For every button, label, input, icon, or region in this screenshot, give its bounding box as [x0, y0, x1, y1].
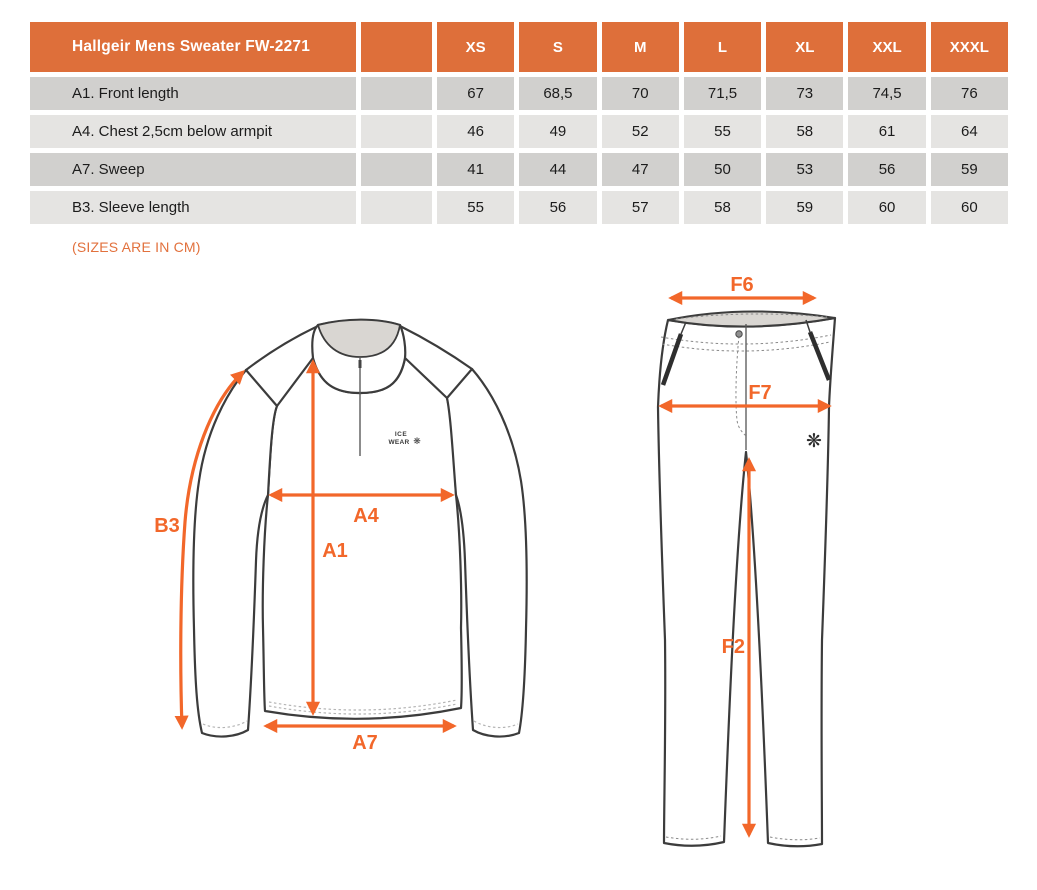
table-value: 71,5	[684, 77, 761, 110]
table-value: 64	[931, 115, 1008, 148]
table-value: 58	[684, 191, 761, 224]
logo-text-ice: ICE	[394, 431, 408, 438]
table-title: Hallgeir Mens Sweater FW-2271	[30, 22, 356, 72]
left-shoulder-seam	[246, 326, 318, 370]
size-header-m: M	[602, 22, 679, 72]
a1-label: A1	[322, 540, 348, 562]
table-value: 74,5	[848, 77, 925, 110]
sweater-body	[263, 358, 462, 719]
table-value: 58	[766, 115, 843, 148]
table-value: 52	[602, 115, 679, 148]
size-table	[30, 22, 1008, 224]
sweater-drawing	[154, 320, 526, 754]
a4-label: A4	[353, 505, 379, 527]
size-header-xxxl: XXXL	[931, 22, 1008, 72]
row-spacer	[361, 115, 432, 148]
table-value: 55	[437, 191, 514, 224]
measurement-diagrams	[0, 260, 1037, 890]
table-value: 70	[602, 77, 679, 110]
size-header-xl: XL	[766, 22, 843, 72]
logo-text-wear: WEAR	[388, 439, 410, 446]
f6-label: F6	[730, 274, 754, 296]
table-value: 60	[931, 191, 1008, 224]
table-value: 60	[848, 191, 925, 224]
table-value: 50	[684, 153, 761, 186]
table-value: 56	[848, 153, 925, 186]
row-spacer	[361, 191, 432, 224]
table-value: 55	[684, 115, 761, 148]
table-header-spacer	[361, 22, 432, 72]
table-value: 49	[519, 115, 596, 148]
size-header-xxl: XXL	[848, 22, 925, 72]
logo-snowflake-icon: ❋	[413, 436, 421, 446]
pants-drawing	[658, 274, 835, 846]
f7-label: F7	[748, 382, 772, 404]
table-value: 59	[931, 153, 1008, 186]
table-value: 73	[766, 77, 843, 110]
sizes-unit-note: (SIZES ARE IN CM)	[72, 239, 201, 255]
row-spacer	[361, 153, 432, 186]
table-value: 61	[848, 115, 925, 148]
table-value: 44	[519, 153, 596, 186]
table-value: 41	[437, 153, 514, 186]
waist-button	[736, 331, 742, 337]
table-value: 47	[602, 153, 679, 186]
table-value: 57	[602, 191, 679, 224]
size-header-xs: XS	[437, 22, 514, 72]
b3-label: B3	[154, 515, 180, 537]
row-spacer	[361, 77, 432, 110]
table-value: 76	[931, 77, 1008, 110]
row-label: A4. Chest 2,5cm below armpit	[30, 115, 356, 148]
size-header-l: L	[684, 22, 761, 72]
row-label: B3. Sleeve length	[30, 191, 356, 224]
row-label: A1. Front length	[30, 77, 356, 110]
table-value: 68,5	[519, 77, 596, 110]
table-value: 53	[766, 153, 843, 186]
snowflake-icon: ❋	[806, 431, 822, 452]
row-label: A7. Sweep	[30, 153, 356, 186]
a7-label: A7	[352, 732, 378, 754]
table-value: 56	[519, 191, 596, 224]
table-value: 46	[437, 115, 514, 148]
size-header-s: S	[519, 22, 596, 72]
f2-label: F2	[721, 636, 745, 658]
table-value: 67	[437, 77, 514, 110]
table-value: 59	[766, 191, 843, 224]
